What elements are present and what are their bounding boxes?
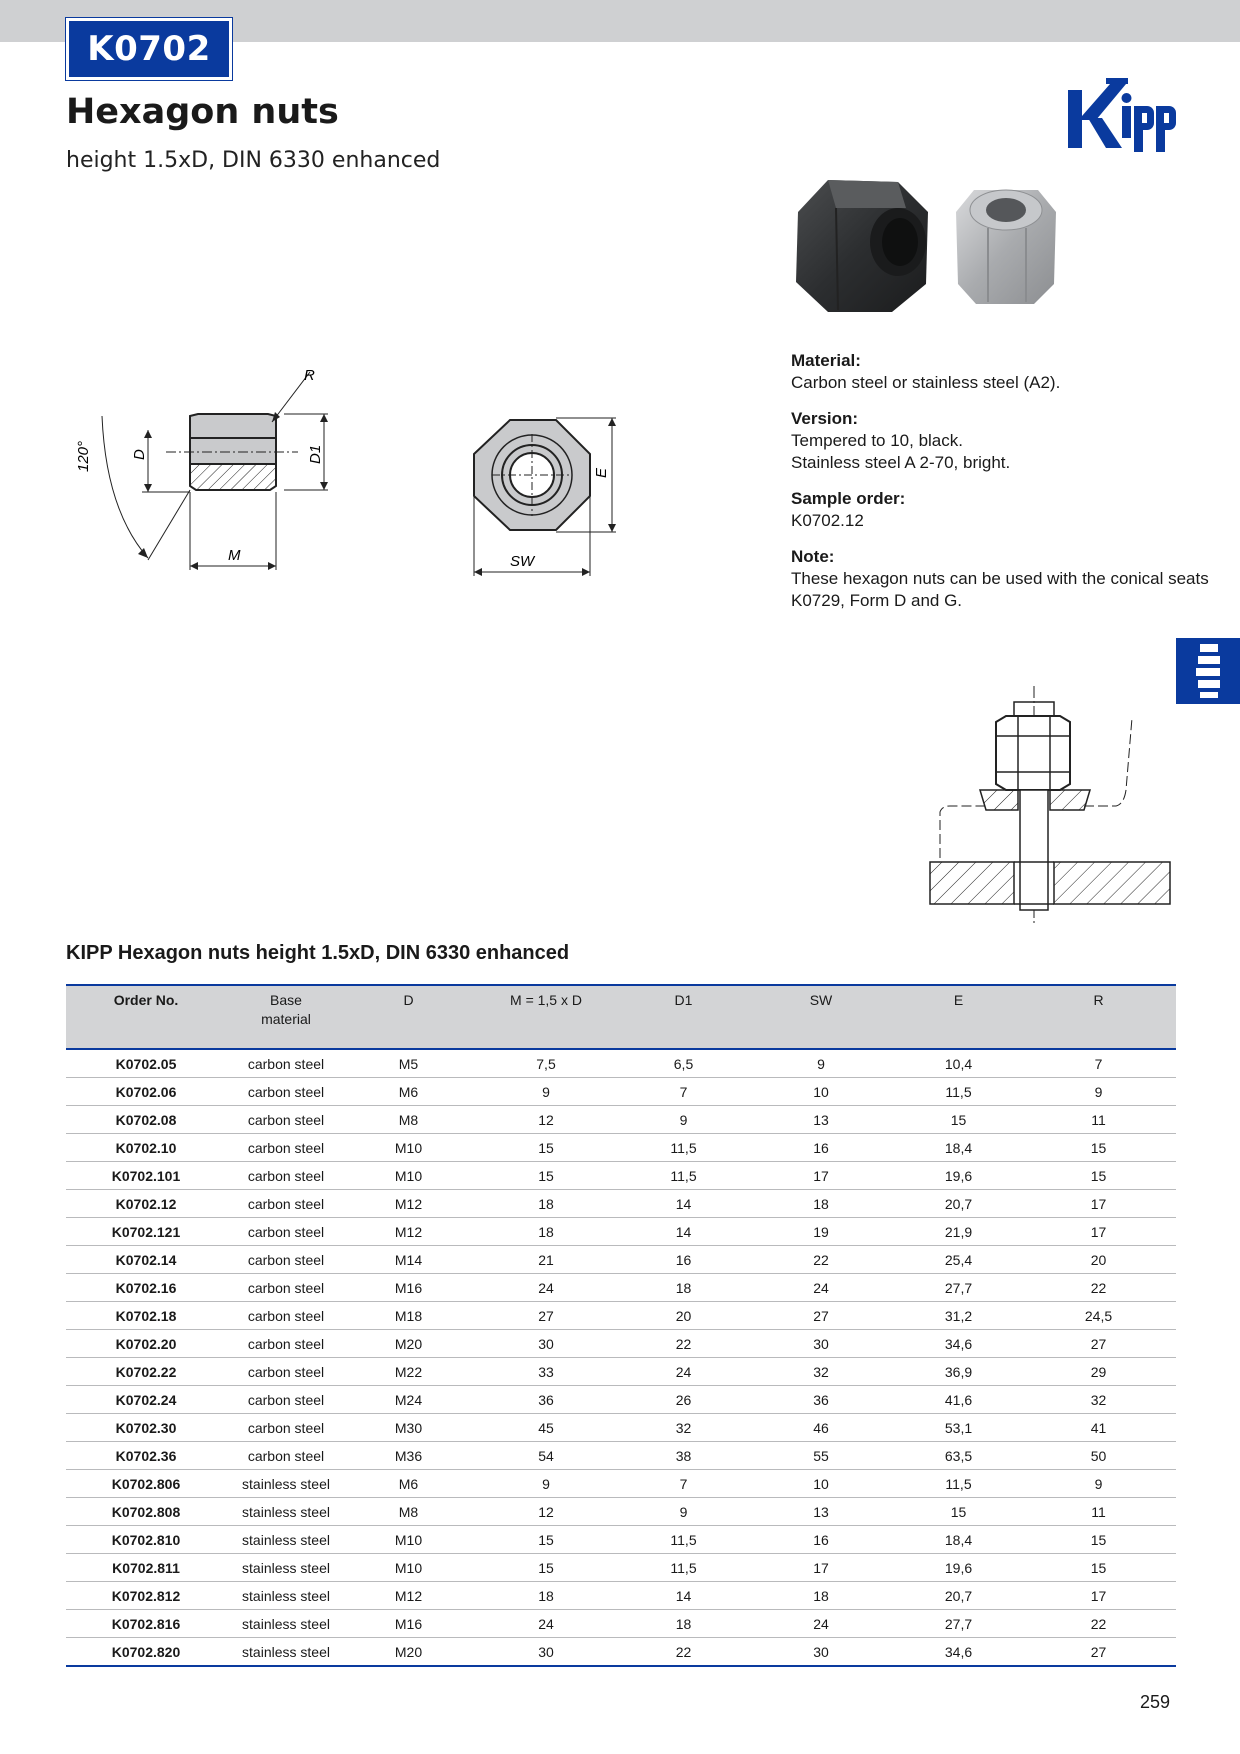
table-cell: 22 <box>1021 1610 1176 1638</box>
table-cell: M8 <box>346 1106 471 1134</box>
table-cell: 38 <box>621 1442 746 1470</box>
table-cell: 27 <box>746 1302 896 1330</box>
table-row <box>66 1274 1176 1302</box>
column-header: SW <box>746 985 896 1049</box>
table-cell: stainless steel <box>226 1638 346 1667</box>
table-cell: 55 <box>746 1442 896 1470</box>
table-cell: 22 <box>621 1638 746 1667</box>
table-row <box>66 1582 1176 1610</box>
table-cell: M8 <box>346 1498 471 1526</box>
table-cell: 22 <box>621 1330 746 1358</box>
table-cell: 9 <box>471 1470 621 1498</box>
note-block <box>791 546 1211 612</box>
order-number-cell: K0702.820 <box>66 1638 226 1667</box>
table-row <box>66 1610 1176 1638</box>
product-code-badge: K0702 <box>66 18 232 80</box>
table-row <box>66 1190 1176 1218</box>
order-number-cell: K0702.05 <box>66 1049 226 1078</box>
table-cell: 17 <box>1021 1218 1176 1246</box>
table-cell: stainless steel <box>226 1470 346 1498</box>
table-cell: 25,4 <box>896 1246 1021 1274</box>
table-cell: M6 <box>346 1470 471 1498</box>
table-cell: 36 <box>471 1386 621 1414</box>
order-number-cell: K0702.806 <box>66 1470 226 1498</box>
table-cell: 11,5 <box>621 1134 746 1162</box>
table-cell: 9 <box>746 1049 896 1078</box>
table-cell: 11,5 <box>621 1526 746 1554</box>
table-cell: M12 <box>346 1218 471 1246</box>
table-cell: 15 <box>896 1106 1021 1134</box>
order-number-cell: K0702.24 <box>66 1386 226 1414</box>
table-cell: 15 <box>471 1134 621 1162</box>
table-cell: 29 <box>1021 1358 1176 1386</box>
table-cell: 18 <box>621 1610 746 1638</box>
version-line-1: Tempered to 10, black. <box>791 431 963 450</box>
table-row <box>66 1526 1176 1554</box>
table-cell: 22 <box>746 1246 896 1274</box>
order-number-cell: K0702.08 <box>66 1106 226 1134</box>
table-row <box>66 1414 1176 1442</box>
page-subtitle: height 1.5xD, DIN 6330 enhanced <box>66 148 441 173</box>
table-cell: 7 <box>621 1078 746 1106</box>
page-title: Hexagon nuts <box>66 92 339 132</box>
table-cell: 27 <box>1021 1638 1176 1667</box>
table-cell: 18 <box>471 1218 621 1246</box>
table-cell: 14 <box>621 1218 746 1246</box>
table-cell: 36 <box>746 1386 896 1414</box>
table-cell: 33 <box>471 1358 621 1386</box>
page-number: 259 <box>1140 1692 1171 1712</box>
table-cell: M10 <box>346 1554 471 1582</box>
table-cell: 24 <box>471 1610 621 1638</box>
table-cell: 24,5 <box>1021 1302 1176 1330</box>
label-e: E <box>593 467 610 478</box>
table-cell: 10 <box>746 1470 896 1498</box>
table-row <box>66 1498 1176 1526</box>
table-cell: 18 <box>746 1190 896 1218</box>
table-cell: 22 <box>1021 1274 1176 1302</box>
order-number-cell: K0702.810 <box>66 1526 226 1554</box>
table-cell: 20 <box>621 1302 746 1330</box>
table-cell: 19,6 <box>896 1554 1021 1582</box>
table-cell: 7 <box>1021 1049 1176 1078</box>
table-cell: stainless steel <box>226 1610 346 1638</box>
material-block <box>791 350 1211 394</box>
table-row <box>66 1049 1176 1078</box>
label-m: M <box>228 547 241 564</box>
table-cell: carbon steel <box>226 1330 346 1358</box>
order-number-cell: K0702.816 <box>66 1610 226 1638</box>
table-cell: carbon steel <box>226 1078 346 1106</box>
table-cell: M12 <box>346 1582 471 1610</box>
table-cell: M10 <box>346 1134 471 1162</box>
table-cell: 30 <box>471 1638 621 1667</box>
table-row <box>66 1302 1176 1330</box>
table-cell: carbon steel <box>226 1274 346 1302</box>
table-cell: 12 <box>471 1498 621 1526</box>
table-cell: 30 <box>746 1638 896 1667</box>
table-cell: 17 <box>1021 1582 1176 1610</box>
table-cell: 24 <box>621 1358 746 1386</box>
table-cell: 27,7 <box>896 1610 1021 1638</box>
table-cell: 50 <box>1021 1442 1176 1470</box>
label-r: R <box>304 367 315 384</box>
black-nut-image <box>796 180 928 312</box>
table-cell: carbon steel <box>226 1442 346 1470</box>
stainless-nut-image <box>956 190 1056 304</box>
table-cell: 45 <box>471 1414 621 1442</box>
table-row <box>66 1246 1176 1274</box>
table-cell: carbon steel <box>226 1386 346 1414</box>
table-row <box>66 1470 1176 1498</box>
table-cell: M36 <box>346 1442 471 1470</box>
table-cell: M20 <box>346 1638 471 1667</box>
side-view-drawing <box>66 360 356 580</box>
table-cell: 34,6 <box>896 1330 1021 1358</box>
table-cell: M6 <box>346 1078 471 1106</box>
table-cell: 41 <box>1021 1414 1176 1442</box>
table-cell: 18 <box>621 1274 746 1302</box>
order-number-cell: K0702.121 <box>66 1218 226 1246</box>
column-header: Order No. <box>66 985 226 1049</box>
version-line-2: Stainless steel A 2-70, bright. <box>791 453 1011 472</box>
table-cell: 15 <box>471 1554 621 1582</box>
table-cell: 15 <box>1021 1526 1176 1554</box>
label-sw: SW <box>510 553 535 570</box>
table-cell: 15 <box>1021 1162 1176 1190</box>
table-cell: stainless steel <box>226 1554 346 1582</box>
table-cell: 32 <box>1021 1386 1176 1414</box>
version-block <box>791 408 1211 474</box>
order-number-cell: K0702.101 <box>66 1162 226 1190</box>
table-row <box>66 1162 1176 1190</box>
table-cell: 11 <box>1021 1498 1176 1526</box>
order-number-cell: K0702.10 <box>66 1134 226 1162</box>
column-header: D <box>346 985 471 1049</box>
table-row <box>66 1330 1176 1358</box>
table-cell: 54 <box>471 1442 621 1470</box>
table-cell: 20,7 <box>896 1582 1021 1610</box>
table-cell: 18 <box>746 1582 896 1610</box>
table-title: KIPP Hexagon nuts height 1.5xD, DIN 6330 enhanced <box>66 942 570 964</box>
table-cell: 15 <box>1021 1134 1176 1162</box>
table-cell: M5 <box>346 1049 471 1078</box>
table-cell: 31,2 <box>896 1302 1021 1330</box>
note-line-1: These hexagon nuts can be used with the conical seats <box>791 569 1209 588</box>
table-cell: carbon steel <box>226 1190 346 1218</box>
specs-table <box>66 984 1176 1667</box>
table-cell: M16 <box>346 1274 471 1302</box>
table-cell: 20 <box>1021 1246 1176 1274</box>
table-cell: 24 <box>746 1274 896 1302</box>
table-cell: 21,9 <box>896 1218 1021 1246</box>
label-d: D <box>131 449 148 460</box>
table-row <box>66 1442 1176 1470</box>
version-label: Version: <box>791 409 859 428</box>
order-number-cell: K0702.12 <box>66 1190 226 1218</box>
column-header: D1 <box>621 985 746 1049</box>
table-cell: carbon steel <box>226 1134 346 1162</box>
table-body <box>66 1049 1176 1666</box>
order-number-cell: K0702.808 <box>66 1498 226 1526</box>
table-cell: M10 <box>346 1162 471 1190</box>
table-cell: stainless steel <box>226 1582 346 1610</box>
table-cell: 21 <box>471 1246 621 1274</box>
table-cell: 30 <box>471 1330 621 1358</box>
table-cell: 17 <box>1021 1190 1176 1218</box>
table-cell: 32 <box>746 1358 896 1386</box>
order-number-cell: K0702.811 <box>66 1554 226 1582</box>
table-cell: 12 <box>471 1106 621 1134</box>
note-line-2: K0729, Form D and G. <box>791 591 963 610</box>
order-number-cell: K0702.20 <box>66 1330 226 1358</box>
table-cell: 26 <box>621 1386 746 1414</box>
table-cell: 24 <box>471 1274 621 1302</box>
table-cell: carbon steel <box>226 1106 346 1134</box>
order-number-cell: K0702.14 <box>66 1246 226 1274</box>
table-cell: 6,5 <box>621 1049 746 1078</box>
table-cell: 10 <box>746 1078 896 1106</box>
table-cell: 14 <box>621 1190 746 1218</box>
table-cell: 7 <box>621 1470 746 1498</box>
table-cell: 18,4 <box>896 1134 1021 1162</box>
table-cell: 15 <box>471 1162 621 1190</box>
table-cell: 17 <box>746 1554 896 1582</box>
table-cell: 11,5 <box>621 1554 746 1582</box>
table-row <box>66 1386 1176 1414</box>
table-cell: 16 <box>746 1134 896 1162</box>
order-number-cell: K0702.30 <box>66 1414 226 1442</box>
table-cell: 27,7 <box>896 1274 1021 1302</box>
table-cell: 16 <box>621 1246 746 1274</box>
note-label: Note: <box>791 547 835 566</box>
chapter-tab-icon <box>1176 638 1240 704</box>
table-cell: 9 <box>621 1498 746 1526</box>
table-cell: 14 <box>621 1582 746 1610</box>
table-cell: M12 <box>346 1190 471 1218</box>
table-cell: 18 <box>471 1190 621 1218</box>
product-info <box>791 350 1211 626</box>
column-header: R <box>1021 985 1176 1049</box>
sample-order-block <box>791 488 1211 532</box>
table-cell: carbon steel <box>226 1049 346 1078</box>
table-cell: 13 <box>746 1106 896 1134</box>
column-header: E <box>896 985 1021 1049</box>
table-cell: 27 <box>1021 1330 1176 1358</box>
table-cell: 11,5 <box>896 1470 1021 1498</box>
kipp-logo <box>1066 76 1180 156</box>
table-cell: 15 <box>896 1498 1021 1526</box>
table-cell: M14 <box>346 1246 471 1274</box>
table-cell: 17 <box>746 1162 896 1190</box>
mounting-drawing <box>920 680 1180 930</box>
table-row <box>66 1554 1176 1582</box>
table-cell: 15 <box>471 1526 621 1554</box>
table-cell: M22 <box>346 1358 471 1386</box>
table-cell: carbon steel <box>226 1162 346 1190</box>
table-cell: 20,7 <box>896 1190 1021 1218</box>
table-cell: M18 <box>346 1302 471 1330</box>
table-cell: 19 <box>746 1218 896 1246</box>
table-cell: 9 <box>471 1078 621 1106</box>
table-cell: carbon steel <box>226 1414 346 1442</box>
table-row <box>66 1358 1176 1386</box>
order-number-cell: K0702.18 <box>66 1302 226 1330</box>
column-header: M = 1,5 x D <box>471 985 621 1049</box>
table-cell: 11,5 <box>896 1078 1021 1106</box>
table-cell: carbon steel <box>226 1358 346 1386</box>
table-cell: 32 <box>621 1414 746 1442</box>
table-cell: M16 <box>346 1610 471 1638</box>
table-cell: stainless steel <box>226 1498 346 1526</box>
table-cell: carbon steel <box>226 1302 346 1330</box>
sample-order-text: K0702.12 <box>791 511 864 530</box>
table-cell: 18 <box>471 1582 621 1610</box>
table-cell: 9 <box>1021 1078 1176 1106</box>
order-number-cell: K0702.22 <box>66 1358 226 1386</box>
table-cell: 46 <box>746 1414 896 1442</box>
table-header-row <box>66 985 1176 1049</box>
table-cell: 36,9 <box>896 1358 1021 1386</box>
table-cell: 34,6 <box>896 1638 1021 1667</box>
table-row <box>66 1106 1176 1134</box>
material-text: Carbon steel or stainless steel (A2). <box>791 373 1061 392</box>
table-cell: 27 <box>471 1302 621 1330</box>
table-cell: 9 <box>1021 1470 1176 1498</box>
order-number-cell: K0702.36 <box>66 1442 226 1470</box>
table-cell: 41,6 <box>896 1386 1021 1414</box>
table-row <box>66 1134 1176 1162</box>
table-cell: 10,4 <box>896 1049 1021 1078</box>
product-photo <box>788 172 1078 322</box>
chapter-tab <box>1176 638 1240 704</box>
material-label: Material: <box>791 351 861 370</box>
order-number-cell: K0702.812 <box>66 1582 226 1610</box>
table-cell: 13 <box>746 1498 896 1526</box>
table-cell: 24 <box>746 1610 896 1638</box>
column-header: Base material <box>226 985 346 1049</box>
top-view-drawing <box>456 400 636 580</box>
table-cell: 63,5 <box>896 1442 1021 1470</box>
table-cell: 11 <box>1021 1106 1176 1134</box>
table-cell: 30 <box>746 1330 896 1358</box>
table-cell: 16 <box>746 1526 896 1554</box>
table-row <box>66 1638 1176 1667</box>
table-cell: 7,5 <box>471 1049 621 1078</box>
table-cell: carbon steel <box>226 1218 346 1246</box>
table-row <box>66 1218 1176 1246</box>
table-cell: 18,4 <box>896 1526 1021 1554</box>
table-cell: M30 <box>346 1414 471 1442</box>
table-cell: 53,1 <box>896 1414 1021 1442</box>
table-cell: 9 <box>621 1106 746 1134</box>
table-cell: stainless steel <box>226 1526 346 1554</box>
table-cell: 15 <box>1021 1554 1176 1582</box>
table-cell: M24 <box>346 1386 471 1414</box>
table-cell: 11,5 <box>621 1162 746 1190</box>
order-number-cell: K0702.06 <box>66 1078 226 1106</box>
label-angle: 120° <box>75 440 92 472</box>
table-cell: M10 <box>346 1526 471 1554</box>
table-cell: carbon steel <box>226 1246 346 1274</box>
table-cell: M20 <box>346 1330 471 1358</box>
label-d1: D1 <box>307 444 324 464</box>
table-cell: 19,6 <box>896 1162 1021 1190</box>
sample-order-label: Sample order: <box>791 489 906 508</box>
order-number-cell: K0702.16 <box>66 1274 226 1302</box>
table-row <box>66 1078 1176 1106</box>
